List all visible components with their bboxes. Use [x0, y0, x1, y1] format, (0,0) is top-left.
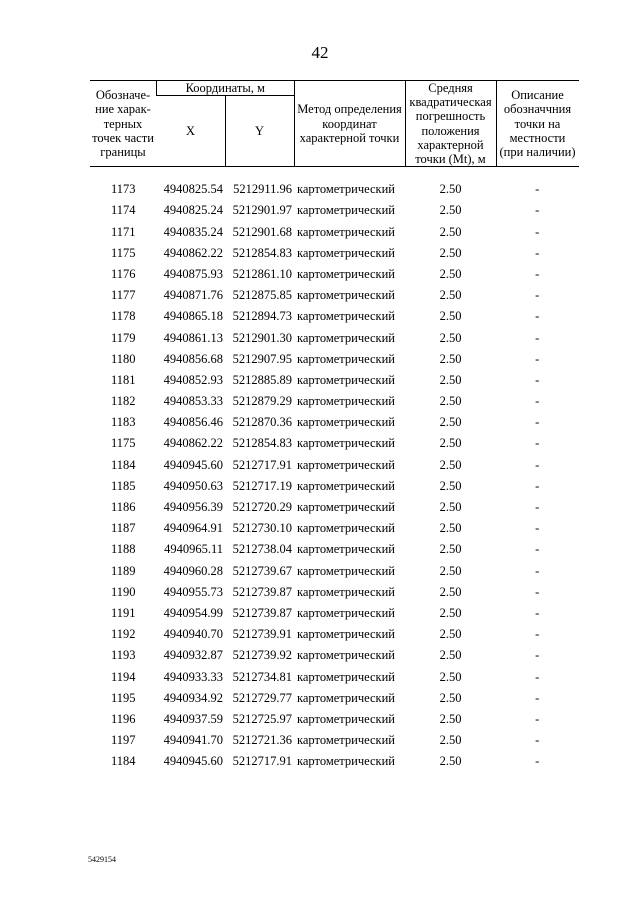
x-coordinate-cell: 4940861.13 — [163, 330, 223, 345]
table-row — [90, 281, 579, 302]
point-description-cell: - — [535, 627, 540, 642]
method-cell: картометрический — [297, 478, 395, 493]
point-description-cell: - — [535, 584, 540, 599]
point-description-cell: - — [535, 457, 540, 472]
point-number-cell: 1186 — [110, 500, 136, 515]
header-coordinates: Координаты, м — [157, 81, 295, 96]
method-cell: картометрический — [297, 627, 395, 642]
x-coordinate-cell: 4940852.93 — [163, 372, 223, 387]
point-number-cell: 1197 — [110, 733, 136, 748]
method-cell: картометрический — [297, 372, 395, 387]
point-description-cell: - — [535, 351, 540, 366]
x-coordinate-cell: 4940862.22 — [163, 245, 223, 260]
table-row — [90, 408, 579, 429]
table-header — [90, 81, 579, 167]
point-number-cell: 1184 — [110, 754, 136, 769]
table-body — [90, 167, 579, 769]
x-coordinate-cell: 4940856.46 — [163, 415, 223, 430]
mean-square-error-cell: 2.50 — [439, 330, 462, 345]
x-coordinate-cell: 4940933.33 — [163, 669, 223, 684]
mean-square-error-cell: 2.50 — [439, 584, 462, 599]
table-row — [90, 599, 579, 620]
method-cell: картометрический — [297, 648, 395, 663]
y-coordinate-cell: 5212901.68 — [232, 224, 292, 239]
method-cell: картометрический — [297, 500, 395, 515]
point-description-cell: - — [535, 288, 540, 303]
method-cell: картометрический — [297, 224, 395, 239]
x-coordinate-cell: 4940862.22 — [163, 436, 223, 451]
x-coordinate-cell: 4940965.11 — [164, 542, 223, 557]
coordinates-table — [90, 80, 579, 768]
x-coordinate-cell: 4940955.73 — [163, 584, 223, 599]
y-coordinate-cell: 5212738.04 — [232, 542, 292, 557]
point-description-cell: - — [535, 436, 540, 451]
point-description-cell: - — [535, 394, 540, 409]
header-description: Описание обозначчния точки на местности (при наличии) — [496, 81, 579, 167]
x-coordinate-cell: 4940945.60 — [163, 457, 223, 472]
mean-square-error-cell: 2.50 — [439, 203, 462, 218]
table-row — [90, 535, 579, 556]
mean-square-error-cell: 2.50 — [439, 754, 462, 769]
method-cell: картометрический — [297, 394, 395, 409]
x-coordinate-cell: 4940875.93 — [163, 266, 223, 281]
page-number: 42 — [311, 43, 329, 62]
mean-square-error-cell: 2.50 — [439, 733, 462, 748]
method-cell: картометрический — [297, 266, 395, 281]
point-number-cell: 1176 — [110, 266, 136, 281]
method-cell: картометрический — [297, 711, 395, 726]
y-coordinate-cell: 5212730.10 — [232, 521, 292, 536]
method-cell: картометрический — [297, 521, 395, 536]
method-cell: картометрический — [297, 563, 395, 578]
table-row — [90, 726, 579, 747]
point-number-cell: 1184 — [110, 457, 136, 472]
y-coordinate-cell: 5212739.92 — [232, 648, 292, 663]
y-coordinate-cell: 5212879.29 — [232, 394, 292, 409]
mean-square-error-cell: 2.50 — [439, 563, 462, 578]
point-description-cell: - — [535, 648, 540, 663]
point-number-cell: 1196 — [110, 711, 136, 726]
y-coordinate-cell: 5212717.91 — [232, 457, 292, 472]
x-coordinate-cell: 4940954.99 — [163, 605, 223, 620]
x-coordinate-cell: 4940964.91 — [163, 521, 223, 536]
mean-square-error-cell: 2.50 — [439, 711, 462, 726]
x-coordinate-cell: 4940856.68 — [163, 351, 223, 366]
y-coordinate-cell: 5212729.77 — [232, 690, 292, 705]
table-row — [90, 366, 579, 387]
table-row — [90, 472, 579, 493]
point-number-cell: 1193 — [110, 648, 136, 663]
point-number-cell: 1187 — [110, 521, 136, 536]
point-number-cell: 1191 — [110, 605, 136, 620]
mean-square-error-cell: 2.50 — [439, 500, 462, 515]
y-coordinate-cell: 5212739.87 — [232, 584, 292, 599]
point-number-cell: 1175 — [110, 245, 136, 260]
method-cell: картометрический — [297, 669, 395, 684]
x-coordinate-cell: 4940950.63 — [163, 478, 223, 493]
table-row — [90, 324, 579, 345]
point-description-cell: - — [535, 500, 540, 515]
method-cell: картометрический — [297, 457, 395, 472]
x-coordinate-cell: 4940932.87 — [163, 648, 223, 663]
mean-square-error-cell: 2.50 — [439, 288, 462, 303]
y-coordinate-cell: 5212739.87 — [232, 605, 292, 620]
point-description-cell: - — [535, 182, 540, 197]
method-cell: картометрический — [297, 605, 395, 620]
x-coordinate-cell: 4940825.24 — [163, 203, 223, 218]
y-coordinate-cell: 5212854.83 — [232, 245, 292, 260]
y-coordinate-cell: 5212739.91 — [232, 627, 292, 642]
mean-square-error-cell: 2.50 — [439, 648, 462, 663]
mean-square-error-cell: 2.50 — [439, 605, 462, 620]
y-coordinate-cell: 5212901.97 — [232, 203, 292, 218]
point-description-cell: - — [535, 372, 540, 387]
point-number-cell: 1173 — [110, 182, 136, 197]
point-number-cell: 1190 — [110, 584, 136, 599]
point-description-cell: - — [535, 415, 540, 430]
table-row — [90, 514, 579, 535]
point-description-cell: - — [535, 330, 540, 345]
table-row — [90, 663, 579, 684]
point-description-cell: - — [535, 669, 540, 684]
point-description-cell: - — [535, 245, 540, 260]
table-row — [90, 747, 579, 768]
point-number-cell: 1183 — [110, 415, 136, 430]
table-row — [90, 451, 579, 472]
table-row — [90, 167, 579, 197]
point-description-cell: - — [535, 203, 540, 218]
y-coordinate-cell: 5212720.29 — [232, 500, 292, 515]
y-coordinate-cell: 5212734.81 — [232, 669, 292, 684]
y-coordinate-cell: 5212901.30 — [232, 330, 292, 345]
x-coordinate-cell: 4940825.54 — [163, 182, 223, 197]
method-cell: картометрический — [297, 245, 395, 260]
point-number-cell: 1189 — [110, 563, 136, 578]
mean-square-error-cell: 2.50 — [439, 478, 462, 493]
table-row — [90, 578, 579, 599]
table-row — [90, 387, 579, 408]
table-row — [90, 493, 579, 514]
x-coordinate-cell: 4940941.70 — [163, 733, 223, 748]
mean-square-error-cell: 2.50 — [439, 436, 462, 451]
document-code: 5429154 — [88, 855, 116, 864]
point-number-cell: 1180 — [110, 351, 136, 366]
method-cell: картометрический — [297, 182, 395, 197]
mean-square-error-cell: 2.50 — [439, 521, 462, 536]
table-row — [90, 429, 579, 450]
y-coordinate-cell: 5212894.73 — [232, 309, 292, 324]
point-description-cell: - — [535, 521, 540, 536]
y-coordinate-cell: 5212725.97 — [232, 711, 292, 726]
y-coordinate-cell: 5212907.95 — [232, 351, 292, 366]
method-cell: картометрический — [297, 754, 395, 769]
x-coordinate-cell: 4940945.60 — [163, 754, 223, 769]
point-number-cell: 1192 — [110, 627, 136, 642]
point-description-cell: - — [535, 733, 540, 748]
x-coordinate-cell: 4940960.28 — [163, 563, 223, 578]
table-row — [90, 620, 579, 641]
y-coordinate-cell: 5212885.89 — [232, 372, 292, 387]
y-coordinate-cell: 5212721.36 — [232, 733, 292, 748]
point-number-cell: 1195 — [110, 690, 136, 705]
method-cell: картометрический — [297, 542, 395, 557]
y-coordinate-cell: 5212854.83 — [232, 436, 292, 451]
point-description-cell: - — [535, 478, 540, 493]
mean-square-error-cell: 2.50 — [439, 224, 462, 239]
point-description-cell: - — [535, 266, 540, 281]
point-description-cell: - — [535, 690, 540, 705]
point-description-cell: - — [535, 309, 540, 324]
method-cell: картометрический — [297, 309, 395, 324]
x-coordinate-cell: 4940835.24 — [163, 224, 223, 239]
mean-square-error-cell: 2.50 — [439, 309, 462, 324]
method-cell: картометрический — [297, 330, 395, 345]
x-coordinate-cell: 4940853.33 — [163, 394, 223, 409]
table-row — [90, 345, 579, 366]
point-description-cell: - — [535, 224, 540, 239]
table-row — [90, 218, 579, 239]
method-cell: картометрический — [297, 584, 395, 599]
point-number-cell: 1188 — [110, 542, 136, 557]
point-number-cell: 1179 — [110, 330, 136, 345]
mean-square-error-cell: 2.50 — [439, 351, 462, 366]
point-description-cell: - — [535, 563, 540, 578]
y-coordinate-cell: 5212870.36 — [232, 415, 292, 430]
y-coordinate-cell: 5212911.96 — [233, 182, 292, 197]
mean-square-error-cell: 2.50 — [439, 245, 462, 260]
point-description-cell: - — [535, 754, 540, 769]
table-row — [90, 260, 579, 281]
header-x: X — [157, 96, 226, 167]
method-cell: картометрический — [297, 203, 395, 218]
header-mean-square-error: Средняя квадратическая погрешность положения характерной точки (Mt), м — [405, 81, 496, 167]
point-number-cell: 1171 — [110, 224, 136, 239]
point-description-cell: - — [535, 711, 540, 726]
x-coordinate-cell: 4940934.92 — [163, 690, 223, 705]
method-cell: картометрический — [297, 415, 395, 430]
x-coordinate-cell: 4940937.59 — [163, 711, 223, 726]
header-y: Y — [225, 96, 294, 167]
y-coordinate-cell: 5212739.67 — [232, 563, 292, 578]
table-row — [90, 302, 579, 323]
x-coordinate-cell: 4940956.39 — [163, 500, 223, 515]
table-row — [90, 641, 579, 662]
point-number-cell: 1182 — [110, 394, 136, 409]
method-cell: картометрический — [297, 690, 395, 705]
y-coordinate-cell: 5212861.10 — [232, 266, 292, 281]
header-point-designation: Обозначе-ние харак-терных точек части границы — [90, 81, 157, 167]
point-number-cell: 1174 — [110, 203, 136, 218]
point-number-cell: 1175 — [110, 436, 136, 451]
x-coordinate-cell: 4940865.18 — [163, 309, 223, 324]
point-number-cell: 1181 — [110, 372, 136, 387]
table-row — [90, 239, 579, 260]
y-coordinate-cell: 5212875.85 — [232, 288, 292, 303]
table-row — [90, 684, 579, 705]
mean-square-error-cell: 2.50 — [439, 627, 462, 642]
point-description-cell: - — [535, 542, 540, 557]
point-number-cell: 1194 — [110, 669, 136, 684]
mean-square-error-cell: 2.50 — [439, 415, 462, 430]
mean-square-error-cell: 2.50 — [439, 542, 462, 557]
y-coordinate-cell: 5212717.91 — [232, 754, 292, 769]
x-coordinate-cell: 4940940.70 — [163, 627, 223, 642]
method-cell: картометрический — [297, 351, 395, 366]
table-row — [90, 196, 579, 217]
point-number-cell: 1185 — [110, 478, 136, 493]
y-coordinate-cell: 5212717.19 — [232, 478, 292, 493]
method-cell: картометрический — [297, 733, 395, 748]
table-row — [90, 557, 579, 578]
header-method: Метод определения координат характерной точки — [294, 81, 405, 167]
point-number-cell: 1178 — [110, 309, 136, 324]
method-cell: картометрический — [297, 288, 395, 303]
mean-square-error-cell: 2.50 — [439, 182, 462, 197]
mean-square-error-cell: 2.50 — [439, 690, 462, 705]
mean-square-error-cell: 2.50 — [439, 669, 462, 684]
table-row — [90, 705, 579, 726]
mean-square-error-cell: 2.50 — [439, 372, 462, 387]
method-cell: картометрический — [297, 436, 395, 451]
mean-square-error-cell: 2.50 — [439, 457, 462, 472]
mean-square-error-cell: 2.50 — [439, 394, 462, 409]
x-coordinate-cell: 4940871.76 — [163, 288, 223, 303]
mean-square-error-cell: 2.50 — [439, 266, 462, 281]
point-description-cell: - — [535, 605, 540, 620]
point-number-cell: 1177 — [110, 288, 136, 303]
